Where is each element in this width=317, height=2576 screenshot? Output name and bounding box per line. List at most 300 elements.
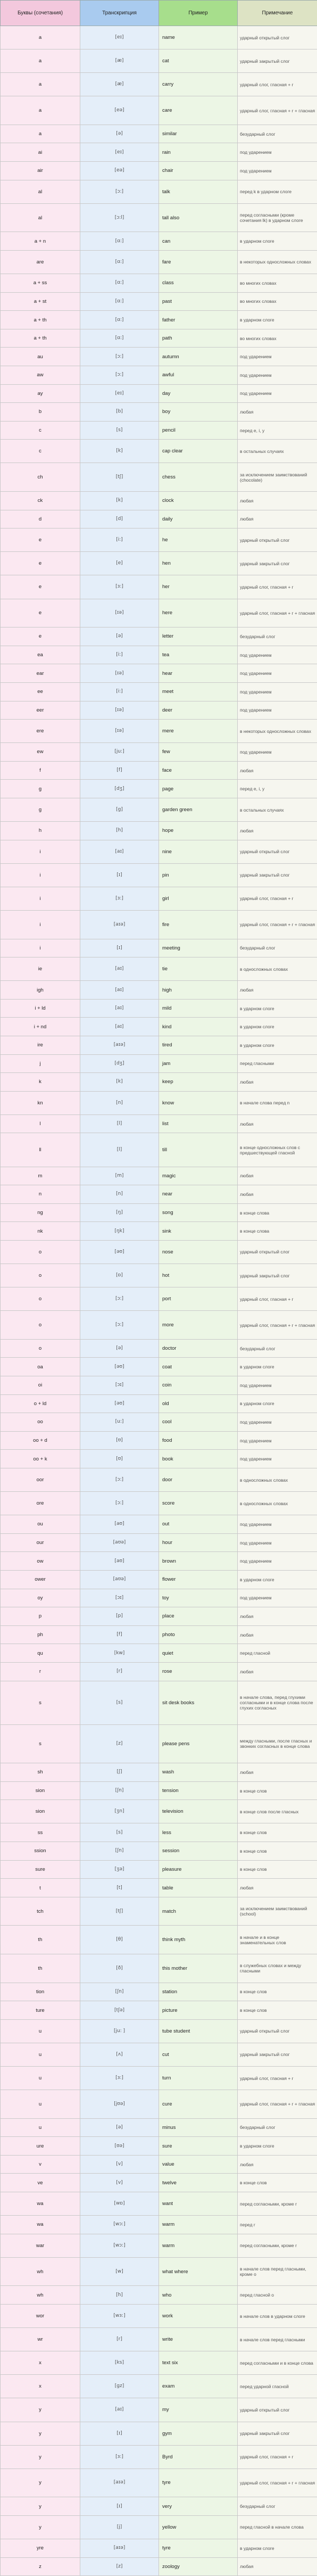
table-row: [1, 761, 317, 780]
note-cell: в ударном слоге: [238, 232, 317, 251]
transcription-cell: [ɑ:]: [80, 311, 159, 329]
example-cell: rose: [159, 1662, 238, 1681]
transcription-cell: [aɪə]: [80, 910, 159, 939]
table-row: [1, 664, 317, 683]
example-cell: rain: [159, 143, 238, 162]
example-cell: old: [159, 1394, 238, 1413]
table-row: [1, 2174, 317, 2192]
example-cell: till: [159, 1133, 238, 1167]
table-row: [1, 440, 317, 463]
example-cell: magic: [159, 1167, 238, 1185]
letters-cell: ssion: [1, 1842, 80, 1861]
transcription-cell: [f]: [80, 761, 159, 780]
note-cell: безударный слог: [238, 939, 317, 957]
transcription-cell: [ə]: [80, 125, 159, 143]
letters-cell: r: [1, 1662, 80, 1681]
table-row: [1, 1897, 317, 1926]
letters-cell: y: [1, 2445, 80, 2468]
example-cell: garden green: [159, 798, 238, 821]
letters-cell: i: [1, 887, 80, 910]
table-row: [1, 49, 317, 73]
letters-cell: our: [1, 1533, 80, 1552]
note-cell: в конце слов: [238, 1823, 317, 1842]
transcription-cell: [ɔ:]: [80, 180, 159, 203]
note-cell: под ударением: [238, 664, 317, 683]
table-row: [1, 2090, 317, 2119]
note-cell: в конце слов: [238, 1983, 317, 2001]
note-cell: в ударном слоге: [238, 1018, 317, 1036]
letters-cell: p: [1, 1607, 80, 1626]
letters-cell: nk: [1, 1222, 80, 1241]
table-row: [1, 1492, 317, 1515]
transcription-cell: [aʊə]: [80, 1570, 159, 1589]
letters-cell: ure: [1, 2137, 80, 2156]
example-cell: hour: [159, 1533, 238, 1552]
letters-cell: i + nd: [1, 1018, 80, 1036]
table-row: [1, 628, 317, 646]
letters-cell: wor: [1, 2305, 80, 2328]
transcription-cell: [gz]: [80, 2375, 159, 2398]
example-cell: face: [159, 761, 238, 780]
letters-cell: f: [1, 761, 80, 780]
table-row: [1, 1662, 317, 1681]
transcription-cell: [w]: [80, 2257, 159, 2286]
table-row: [1, 1515, 317, 1534]
transcription-cell: [ʒə]: [80, 1860, 159, 1879]
letters-cell: ore: [1, 1492, 80, 1515]
letters-cell: ea: [1, 646, 80, 664]
example-cell: keep: [159, 1073, 238, 1092]
transcription-cell: [r]: [80, 1662, 159, 1681]
example-cell: sink: [159, 1222, 238, 1241]
table-row: [1, 2351, 317, 2375]
table-row: [1, 2019, 317, 2043]
table-row: [1, 1311, 317, 1340]
transcription-cell: [aɪə]: [80, 2539, 159, 2557]
letters-cell: u: [1, 2019, 80, 2043]
note-cell: в ударном слоге: [238, 2539, 317, 2557]
letters-cell: kn: [1, 1091, 80, 1114]
table-row: [1, 2305, 317, 2328]
example-cell: table: [159, 1879, 238, 1897]
letters-cell: ie: [1, 957, 80, 981]
note-cell: во многих словах: [238, 274, 317, 293]
example-cell: tie: [159, 957, 238, 981]
note-cell: безударный слог: [238, 628, 317, 646]
letters-cell: e: [1, 529, 80, 552]
table-row: [1, 1114, 317, 1133]
table-row: [1, 2043, 317, 2066]
letters-cell: a + th: [1, 311, 80, 329]
note-cell: под ударением: [238, 143, 317, 162]
example-cell: work: [159, 2305, 238, 2328]
transcription-cell: [v]: [80, 2155, 159, 2174]
table-row: [1, 1287, 317, 1311]
transcription-cell: [t]: [80, 1879, 159, 1897]
letters-cell: ll: [1, 1133, 80, 1167]
transcription-cell: [s]: [80, 421, 159, 440]
transcription-cell: [ɔ:]: [80, 1287, 159, 1311]
note-cell: под ударением: [238, 1450, 317, 1468]
transcription-cell: [l]: [80, 1133, 159, 1167]
letters-cell: d: [1, 510, 80, 529]
example-cell: daily: [159, 510, 238, 529]
table-row: [1, 2328, 317, 2351]
example-cell: mild: [159, 999, 238, 1018]
table-row: [1, 1358, 317, 1376]
table-row: [1, 646, 317, 664]
transcription-cell: [ɜ:]: [80, 2067, 159, 2090]
note-cell: под ударением: [238, 1431, 317, 1450]
transcription-cell: [eɪ]: [80, 143, 159, 162]
note-cell: ударный закрытый слог: [238, 863, 317, 887]
example-cell: cap clear: [159, 440, 238, 463]
example-cell: meet: [159, 682, 238, 701]
letters-cell: o: [1, 1287, 80, 1311]
transcription-cell: [l]: [80, 1114, 159, 1133]
note-cell: любая: [238, 1879, 317, 1897]
note-cell: под ударением: [238, 1376, 317, 1395]
transcription-cell: [wɔ:]: [80, 2234, 159, 2257]
example-cell: coin: [159, 1376, 238, 1395]
letters-cell: ch: [1, 463, 80, 492]
letters-cell: ee: [1, 682, 80, 701]
letters-cell: u: [1, 2067, 80, 2090]
table-row: [1, 887, 317, 910]
note-cell: перед e, i, y: [238, 780, 317, 798]
transcription-cell: [h]: [80, 822, 159, 840]
letters-cell: sh: [1, 1763, 80, 1782]
table-row: [1, 1073, 317, 1092]
transcription-cell: [n]: [80, 1091, 159, 1114]
letters-cell: l: [1, 1114, 80, 1133]
transcription-cell: [eɪ]: [80, 384, 159, 403]
letters-cell: th: [1, 1926, 80, 1954]
note-cell: под ударением: [238, 646, 317, 664]
transcription-cell: [kw]: [80, 1644, 159, 1663]
letters-cell: a: [1, 49, 80, 73]
table-row: [1, 1983, 317, 2001]
table-row: [1, 162, 317, 180]
table-row: [1, 366, 317, 385]
letters-cell: g: [1, 798, 80, 821]
transcription-cell: [ʊ]: [80, 1450, 159, 1468]
example-cell: song: [159, 1203, 238, 1222]
note-cell: ударный слог, гласная + r + гласная: [238, 599, 317, 628]
example-cell: tyre: [159, 2468, 238, 2497]
example-cell: chair: [159, 162, 238, 180]
table-row: [1, 1625, 317, 1644]
example-cell: out: [159, 1515, 238, 1534]
table-row: [1, 1468, 317, 1491]
letters-cell: oi: [1, 1376, 80, 1395]
note-cell: ударный закрытый слог: [238, 1264, 317, 1287]
letters-cell: s: [1, 1681, 80, 1724]
table-row: [1, 1842, 317, 1861]
transcription-cell: [eə]: [80, 162, 159, 180]
letters-cell: m: [1, 1167, 80, 1185]
transcription-cell: [ʃn]: [80, 1842, 159, 1861]
letters-cell: ou: [1, 1515, 80, 1534]
note-cell: в ударном слоге: [238, 1036, 317, 1055]
letters-cell: ng: [1, 1203, 80, 1222]
transcription-cell: [eə]: [80, 96, 159, 125]
note-cell: ударный слог, гласная + r + гласная: [238, 2468, 317, 2497]
table-row: [1, 348, 317, 366]
table-row: [1, 822, 317, 840]
letters-cell: tch: [1, 1897, 80, 1926]
letters-cell: g: [1, 780, 80, 798]
transcription-cell: [ɪ]: [80, 2497, 159, 2516]
note-cell: перед согласными, кроме r: [238, 2192, 317, 2216]
transcription-cell: [i:]: [80, 646, 159, 664]
note-cell: перед r: [238, 2216, 317, 2234]
table-row: [1, 599, 317, 628]
letters-cell: tion: [1, 1983, 80, 2001]
table-row: [1, 1879, 317, 1897]
letters-cell: j: [1, 1054, 80, 1073]
example-cell: hear: [159, 664, 238, 683]
table-row: [1, 510, 317, 529]
table-row: [1, 2234, 317, 2257]
example-cell: similar: [159, 125, 238, 143]
table-row: [1, 1644, 317, 1663]
table-row: [1, 492, 317, 510]
table-row: [1, 2286, 317, 2305]
example-cell: page: [159, 780, 238, 798]
transcription-cell: [aɪ]: [80, 981, 159, 1000]
letters-cell: are: [1, 250, 80, 274]
transcription-cell: [ɔɪ]: [80, 1376, 159, 1395]
letters-cell: a + ss: [1, 274, 80, 293]
transcription-cell: [eɪ]: [80, 26, 159, 49]
transcription-cell: [ʃ]: [80, 1763, 159, 1782]
letters-cell: sure: [1, 1860, 80, 1879]
table-row: [1, 1533, 317, 1552]
letters-cell: ph: [1, 1625, 80, 1644]
transcription-cell: [m]: [80, 1167, 159, 1185]
transcription-cell: [ɪə]: [80, 720, 159, 743]
note-cell: в односложных словах: [238, 957, 317, 981]
table-row: [1, 384, 317, 403]
example-cell: sure: [159, 2137, 238, 2156]
example-cell: carry: [159, 73, 238, 96]
transcription-cell: [s]: [80, 1681, 159, 1724]
table-row: [1, 939, 317, 957]
transcription-cell: [z]: [80, 2557, 159, 2576]
note-cell: под ударением: [238, 384, 317, 403]
example-cell: meeting: [159, 939, 238, 957]
note-cell: под ударением: [238, 1589, 317, 1607]
letters-cell: y: [1, 2497, 80, 2516]
header-letters: Буквы (сочетания): [1, 1, 80, 26]
note-cell: в начале слов перед гласными, кроме o: [238, 2257, 317, 2286]
note-cell: под ударением: [238, 1515, 317, 1534]
table-row: [1, 1018, 317, 1036]
letters-cell: o: [1, 1311, 80, 1340]
example-cell: can: [159, 232, 238, 251]
letters-cell: i: [1, 910, 80, 939]
example-cell: cut: [159, 2043, 238, 2066]
transcription-cell: [ə]: [80, 2118, 159, 2137]
example-cell: Byrd: [159, 2445, 238, 2468]
letters-cell: o: [1, 1264, 80, 1287]
note-cell: ударный открытый слог: [238, 2398, 317, 2422]
table-row: [1, 403, 317, 422]
note-cell: любая: [238, 1763, 317, 1782]
example-cell: pleasure: [159, 1860, 238, 1879]
table-row: [1, 780, 317, 798]
header-row: [1, 1, 317, 26]
transcription-cell: [j]: [80, 2515, 159, 2539]
example-cell: very: [159, 2497, 238, 2516]
example-cell: twelve: [159, 2174, 238, 2192]
example-cell: photo: [159, 1625, 238, 1644]
transcription-cell: [ɪ]: [80, 939, 159, 957]
transcription-cell: [əʊ]: [80, 1240, 159, 1264]
transcription-cell: [ə]: [80, 1339, 159, 1358]
letters-cell: aw: [1, 366, 80, 385]
transcription-cell: [dʒ]: [80, 1054, 159, 1073]
letters-cell: z: [1, 2557, 80, 2576]
table-row: [1, 1589, 317, 1607]
example-cell: hot: [159, 1264, 238, 1287]
note-cell: ударный открытый слог: [238, 840, 317, 863]
example-cell: he: [159, 529, 238, 552]
letters-cell: al: [1, 203, 80, 232]
note-cell: перед гласной o: [238, 2286, 317, 2305]
transcription-cell: [n]: [80, 1185, 159, 1204]
note-cell: в конце слов: [238, 1781, 317, 1800]
note-cell: перед гласной: [238, 1644, 317, 1663]
note-cell: в ударном слоге: [238, 999, 317, 1018]
example-cell: letter: [159, 628, 238, 646]
letters-cell: wh: [1, 2257, 80, 2286]
transcription-cell: [ɑ:]: [80, 250, 159, 274]
transcription-cell: [ɪə]: [80, 701, 159, 720]
table-row: [1, 2515, 317, 2539]
example-cell: tea: [159, 646, 238, 664]
note-cell: в конце слов: [238, 2174, 317, 2192]
table-row: [1, 1036, 317, 1055]
example-cell: score: [159, 1492, 238, 1515]
note-cell: ударный слог, гласная + r: [238, 575, 317, 599]
example-cell: please pens: [159, 1724, 238, 1763]
transcription-cell: [wɜ:]: [80, 2305, 159, 2328]
transcription-cell: [wɔ:]: [80, 2216, 159, 2234]
example-cell: clock: [159, 492, 238, 510]
note-cell: ударный закрытый слог: [238, 49, 317, 73]
example-cell: past: [159, 292, 238, 311]
letters-cell: o: [1, 1240, 80, 1264]
letters-cell: e: [1, 599, 80, 628]
note-cell: любая: [238, 1607, 317, 1626]
transcription-cell: [ɔɪ]: [80, 1589, 159, 1607]
transcription-cell: [ŋk]: [80, 1222, 159, 1241]
transcription-cell: [i:]: [80, 529, 159, 552]
transcription-cell: [s]: [80, 1823, 159, 1842]
letters-cell: ay: [1, 384, 80, 403]
example-cell: write: [159, 2328, 238, 2351]
note-cell: перед e, i, y: [238, 421, 317, 440]
table-row: [1, 2497, 317, 2516]
letters-cell: y: [1, 2468, 80, 2497]
letters-cell: th: [1, 1954, 80, 1983]
transcription-cell: [aɪə]: [80, 2468, 159, 2497]
example-cell: quiet: [159, 1644, 238, 1663]
table-row: [1, 1926, 317, 1954]
example-cell: here: [159, 599, 238, 628]
table-row: [1, 2001, 317, 2020]
note-cell: в остальных случаях: [238, 440, 317, 463]
letters-cell: ow: [1, 1552, 80, 1571]
note-cell: перед k в ударном слоге: [238, 180, 317, 203]
note-cell: перед гласной в начале слова: [238, 2515, 317, 2539]
letters-cell: ck: [1, 492, 80, 510]
transcription-cell: [æ]: [80, 49, 159, 73]
letters-cell: ss: [1, 1823, 80, 1842]
example-cell: flower: [159, 1570, 238, 1589]
letters-cell: igh: [1, 981, 80, 1000]
note-cell: под ударением: [238, 682, 317, 701]
letters-cell: o: [1, 1339, 80, 1358]
table-row: [1, 720, 317, 743]
note-cell: в конце слов: [238, 1860, 317, 1879]
transcription-cell: [ju: ]: [80, 2019, 159, 2043]
note-cell: безударный слог: [238, 1339, 317, 1358]
table-row: [1, 529, 317, 552]
table-row: [1, 682, 317, 701]
table-row: [1, 1185, 317, 1204]
note-cell: в конце слова: [238, 1222, 317, 1241]
note-cell: любая: [238, 403, 317, 422]
letters-cell: wa: [1, 2192, 80, 2216]
table-row: [1, 999, 317, 1018]
table-row: [1, 1431, 317, 1450]
example-cell: sit desk books: [159, 1681, 238, 1724]
note-cell: ударный закрытый слог: [238, 2422, 317, 2445]
table-row: [1, 910, 317, 939]
example-cell: picture: [159, 2001, 238, 2020]
letters-cell: y: [1, 2515, 80, 2539]
table-body: [1, 26, 317, 2576]
table-row: [1, 2557, 317, 2576]
note-cell: безударный слог: [238, 125, 317, 143]
note-cell: в начале слов перед гласными: [238, 2328, 317, 2351]
transcription-cell: [ɪə]: [80, 599, 159, 628]
transcription-cell: [ʊə]: [80, 2137, 159, 2156]
letters-cell: t: [1, 1879, 80, 1897]
table-row: [1, 957, 317, 981]
letters-cell: i: [1, 939, 80, 957]
letters-cell: u: [1, 2090, 80, 2119]
example-cell: what where: [159, 2257, 238, 2286]
letters-cell: ire: [1, 1036, 80, 1055]
example-cell: exam: [159, 2375, 238, 2398]
table-row: [1, 143, 317, 162]
note-cell: в ударном слоге: [238, 1358, 317, 1376]
example-cell: girl: [159, 887, 238, 910]
table-row: [1, 2445, 317, 2468]
transcription-cell: [tʃ]: [80, 1897, 159, 1926]
note-cell: любая: [238, 1073, 317, 1092]
letters-cell: sion: [1, 1800, 80, 1823]
note-cell: перед согласными и в конце слова: [238, 2351, 317, 2375]
letters-cell: oo + k: [1, 1450, 80, 1468]
note-cell: безударный слог: [238, 2497, 317, 2516]
example-cell: father: [159, 311, 238, 329]
transcription-cell: [e]: [80, 552, 159, 575]
